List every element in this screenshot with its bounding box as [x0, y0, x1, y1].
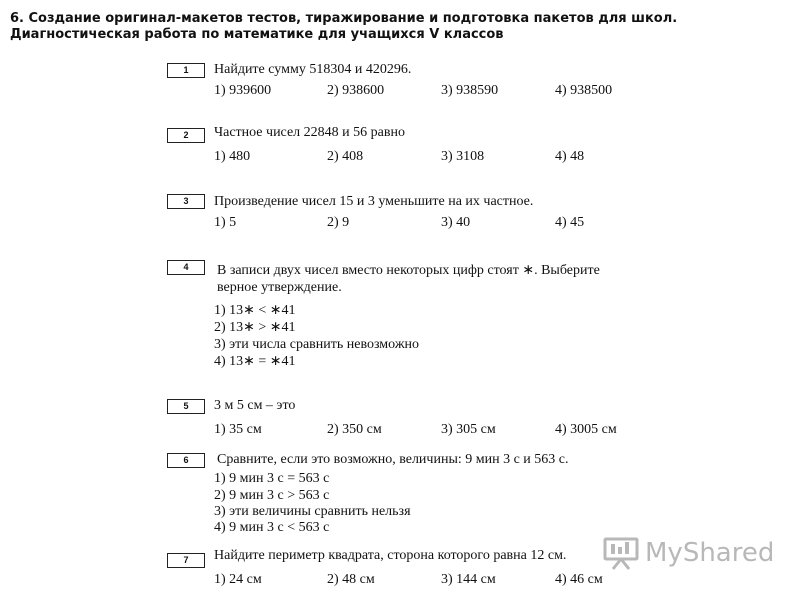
header-line-1: 6. Создание оригинал-макетов тестов, тиражирование и подготовка пакетов для школ. [10, 11, 678, 26]
question-3-option-4: 4) 45 [555, 215, 585, 230]
question-7-option-4: 4) 46 см [555, 572, 603, 587]
question-7-option-2: 2) 48 см [327, 572, 375, 587]
question-4-option-2: 2) 13∗ > ∗41 [214, 320, 296, 335]
question-3-option-1: 1) 5 [214, 215, 237, 230]
watermark-text: MyShared [645, 538, 775, 568]
question-5-option-3: 3) 305 см [441, 422, 496, 437]
presentation-board-icon [603, 536, 639, 570]
question-6-option-2: 2) 9 мин 3 с > 563 с [214, 488, 330, 503]
question-5-option-2: 2) 350 см [327, 422, 382, 437]
question-2-text: Частное чисел 22848 и 56 равно [214, 125, 405, 140]
question-7-text: Найдите периметр квадрата, сторона которого равна 12 см. [214, 548, 567, 563]
question-6-option-3: 3) эти величины сравнить нельзя [214, 504, 411, 519]
question-3-option-3: 3) 40 [441, 215, 471, 230]
question-3-text: Произведение чисел 15 и 3 уменьшите на их частное. [214, 194, 534, 209]
question-1-option-3: 3) 938590 [441, 83, 499, 98]
question-2-option-3: 3) 3108 [441, 149, 485, 164]
question-7-number-box: 7 [167, 553, 205, 568]
question-6-number-box: 6 [167, 453, 205, 468]
question-4-text-line-1: В записи двух чисел вместо некоторых цифр стоят ∗. Выберите [217, 263, 600, 278]
question-4-text-line-2: верное утверждение. [217, 280, 342, 295]
myshared-watermark [603, 535, 774, 571]
question-7-option-1: 1) 24 см [214, 572, 262, 587]
question-2-option-2: 2) 408 [327, 149, 364, 164]
question-5-option-4: 4) 3005 см [555, 422, 617, 437]
question-3-option-2: 2) 9 [327, 215, 350, 230]
question-1-text: Найдите сумму 518304 и 420296. [214, 62, 412, 77]
question-7-option-3: 3) 144 см [441, 572, 496, 587]
question-1-option-2: 2) 938600 [327, 83, 385, 98]
question-1-number-box: 1 [167, 63, 205, 78]
question-2-option-1: 1) 480 [214, 149, 251, 164]
question-6-option-4: 4) 9 мин 3 с < 563 с [214, 520, 330, 535]
question-5-number-box: 5 [167, 399, 205, 414]
question-5-option-1: 1) 35 см [214, 422, 262, 437]
question-2-option-4: 4) 48 [555, 149, 585, 164]
question-4-option-4: 4) 13∗ = ∗41 [214, 354, 296, 369]
question-4-number-box: 4 [167, 260, 205, 275]
question-5-text: 3 м 5 см – это [214, 398, 296, 413]
page-header [10, 11, 790, 43]
header-line-2: Диагностическая работа по математике для учащихся V классов [10, 27, 504, 42]
question-4-option-3: 3) эти числа сравнить невозможно [214, 337, 419, 352]
question-4-option-1: 1) 13∗ < ∗41 [214, 303, 296, 318]
question-1-option-1: 1) 939600 [214, 83, 272, 98]
question-6-option-1: 1) 9 мин 3 с = 563 с [214, 471, 330, 486]
question-1-option-4: 4) 938500 [555, 83, 613, 98]
question-2-number-box: 2 [167, 128, 205, 143]
question-3-number-box: 3 [167, 194, 205, 209]
question-6-text: Сравните, если это возможно, величины: 9 мин 3 с и 563 с. [217, 452, 569, 467]
